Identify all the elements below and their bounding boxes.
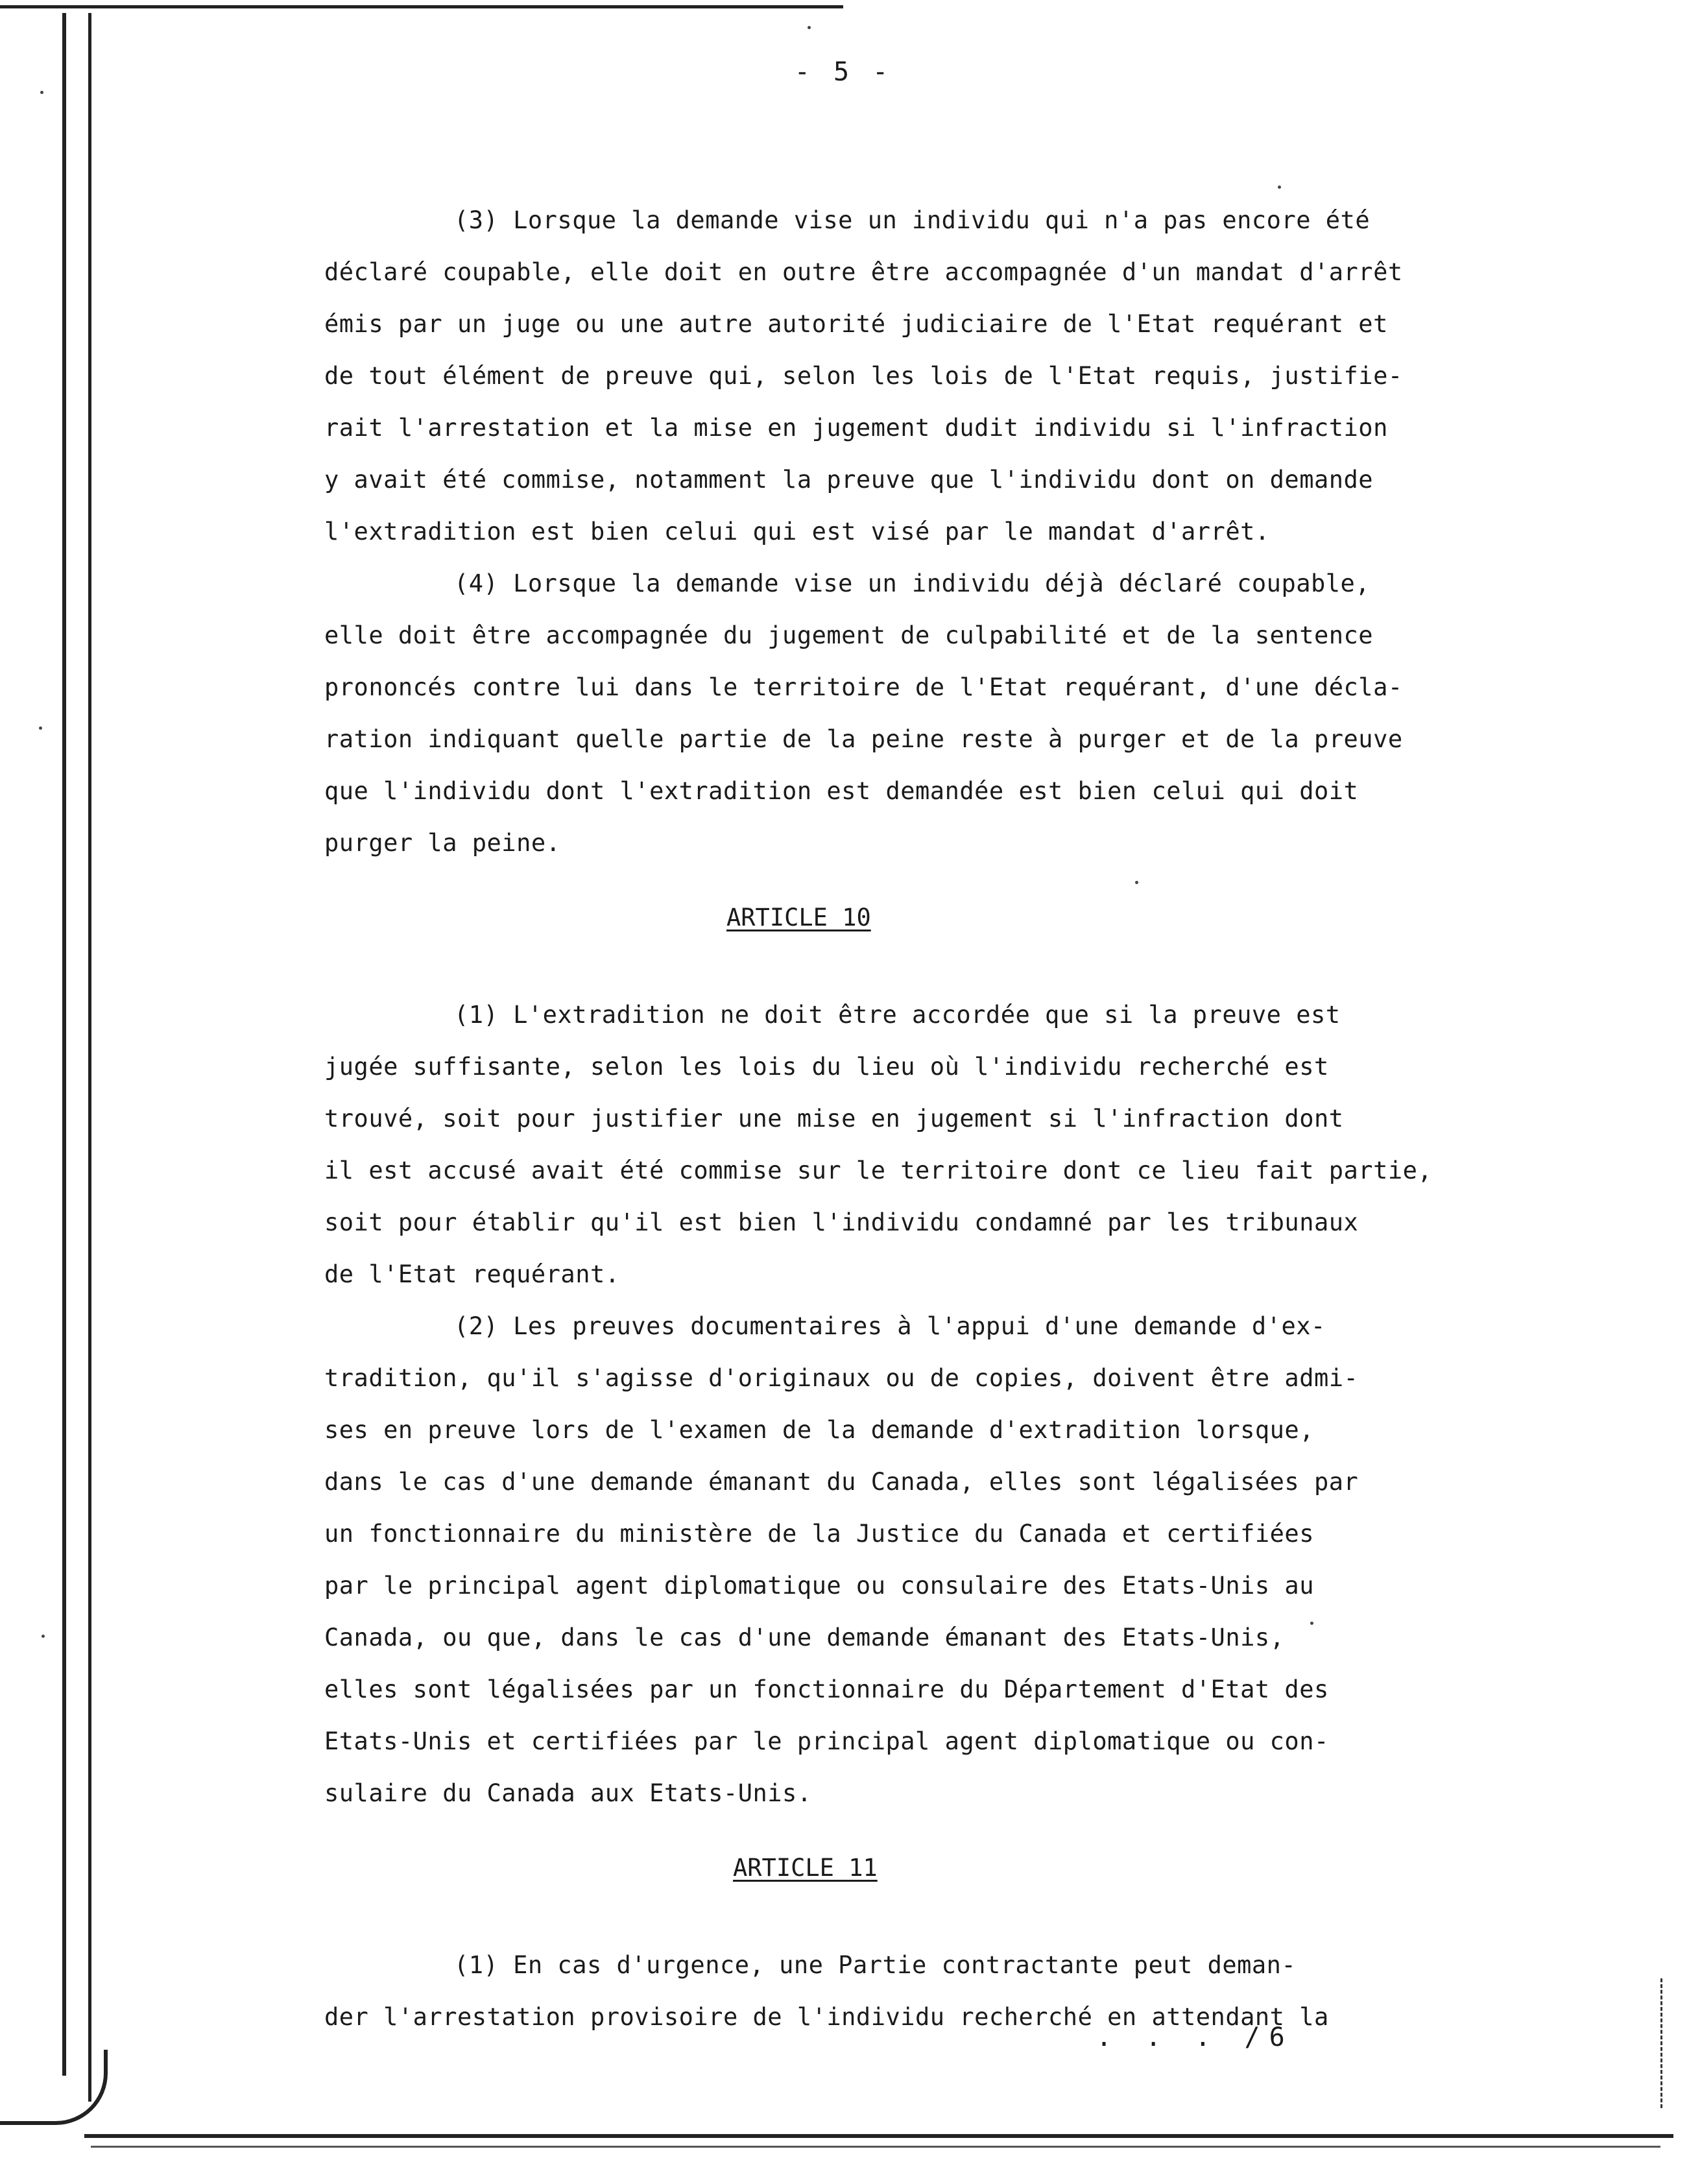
paragraph-line: rait l'arrestation et la mise en jugement dudit individu si l'infraction bbox=[324, 414, 1388, 442]
scan-speck bbox=[39, 726, 42, 730]
scan-binding-line bbox=[62, 13, 66, 2076]
scan-speck bbox=[1310, 1622, 1313, 1625]
scan-speck bbox=[40, 91, 43, 94]
paragraph-line: de tout élément de preuve qui, selon les lois de l'Etat requis, justifie- bbox=[324, 362, 1403, 390]
scan-speck bbox=[1278, 186, 1281, 189]
paragraph-line: tradition, qu'il s'agisse d'originaux ou de copies, doivent être admi- bbox=[324, 1364, 1359, 1392]
continuation-marker: . . . /6 bbox=[1096, 2022, 1294, 2052]
paragraph-line: émis par un juge ou une autre autorité judiciaire de l'Etat requérant et bbox=[324, 310, 1388, 338]
scan-speck bbox=[42, 1635, 45, 1638]
scan-bottom-edge bbox=[84, 2134, 1673, 2138]
paragraph-line: déclaré coupable, elle doit en outre être accompagnée d'un mandat d'arrêt bbox=[324, 258, 1403, 286]
paragraph-line: ration indiquant quelle partie de la peine reste à purger et de la preuve bbox=[324, 725, 1403, 753]
paragraph-line: de l'Etat requérant. bbox=[324, 1260, 620, 1288]
paragraph-first-line: (4) Lorsque la demande vise un individu déjà déclaré coupable, bbox=[454, 570, 1371, 597]
paragraph-line: l'extradition est bien celui qui est visé par le mandat d'arrêt. bbox=[324, 518, 1270, 546]
article-heading: ARTICLE 11 bbox=[733, 1854, 878, 1882]
scan-speck bbox=[808, 26, 811, 29]
paragraph-first-line: (2) Les preuves documentaires à l'appui d'une demande d'ex- bbox=[454, 1312, 1326, 1340]
paragraph-line: purger la peine. bbox=[324, 829, 561, 857]
scan-binding-curve bbox=[0, 2050, 108, 2125]
paragraph-line: Etats-Unis et certifiées par le principal agent diplomatique ou con- bbox=[324, 1727, 1329, 1755]
paragraph-line: ses en preuve lors de l'examen de la demande d'extradition lorsque, bbox=[324, 1416, 1314, 1444]
scan-bottom-edge-shadow bbox=[91, 2146, 1660, 2148]
paragraph-line: un fonctionnaire du ministère de la Justice du Canada et certifiées bbox=[324, 1520, 1314, 1548]
paragraph-line: il est accusé avait été commise sur le territoire dont ce lieu fait partie, bbox=[324, 1157, 1433, 1184]
paragraph-line: elles sont légalisées par un fonctionnaire du Département d'Etat des bbox=[324, 1675, 1329, 1703]
paragraph-line: elle doit être accompagnée du jugement de culpabilité et de la sentence bbox=[324, 621, 1374, 649]
paragraph-line: y avait été commise, notamment la preuve que l'individu dont on demande bbox=[324, 466, 1374, 494]
paragraph-line: der l'arrestation provisoire de l'individu recherché en attendant la bbox=[324, 2003, 1329, 2031]
paragraph-line: jugée suffisante, selon les lois du lieu où l'individu recherché est bbox=[324, 1053, 1329, 1081]
scan-right-edge-mark bbox=[1660, 1978, 1664, 2108]
paragraph-line: par le principal agent diplomatique ou consulaire des Etats-Unis au bbox=[324, 1572, 1314, 1600]
paragraph-line: sulaire du Canada aux Etats-Unis. bbox=[324, 1779, 812, 1807]
paragraph-first-line: (3) Lorsque la demande vise un individu qui n'a pas encore été bbox=[454, 206, 1371, 234]
paragraph-first-line: (1) En cas d'urgence, une Partie contractante peut deman- bbox=[454, 1951, 1297, 1979]
paragraph-first-line: (1) L'extradition ne doit être accordée que si la preuve est bbox=[454, 1001, 1341, 1029]
scan-speck bbox=[1135, 881, 1138, 884]
paragraph-line: prononcés contre lui dans le territoire de l'Etat requérant, d'une décla- bbox=[324, 673, 1403, 701]
paragraph-line: soit pour établir qu'il est bien l'individu condamné par les tribunaux bbox=[324, 1208, 1359, 1236]
scan-top-edge bbox=[0, 5, 843, 8]
paragraph-line: dans le cas d'une demande émanant du Canada, elles sont légalisées par bbox=[324, 1468, 1359, 1496]
paragraph-line: que l'individu dont l'extradition est demandée est bien celui qui doit bbox=[324, 777, 1359, 805]
paragraph-line: Canada, ou que, dans le cas d'une demande émanant des Etats-Unis, bbox=[324, 1624, 1285, 1651]
scan-margin-line bbox=[88, 13, 91, 2102]
page-number: - 5 - bbox=[794, 57, 892, 87]
paragraph-line: trouvé, soit pour justifier une mise en jugement si l'infraction dont bbox=[324, 1105, 1344, 1133]
article-heading: ARTICLE 10 bbox=[726, 904, 871, 931]
